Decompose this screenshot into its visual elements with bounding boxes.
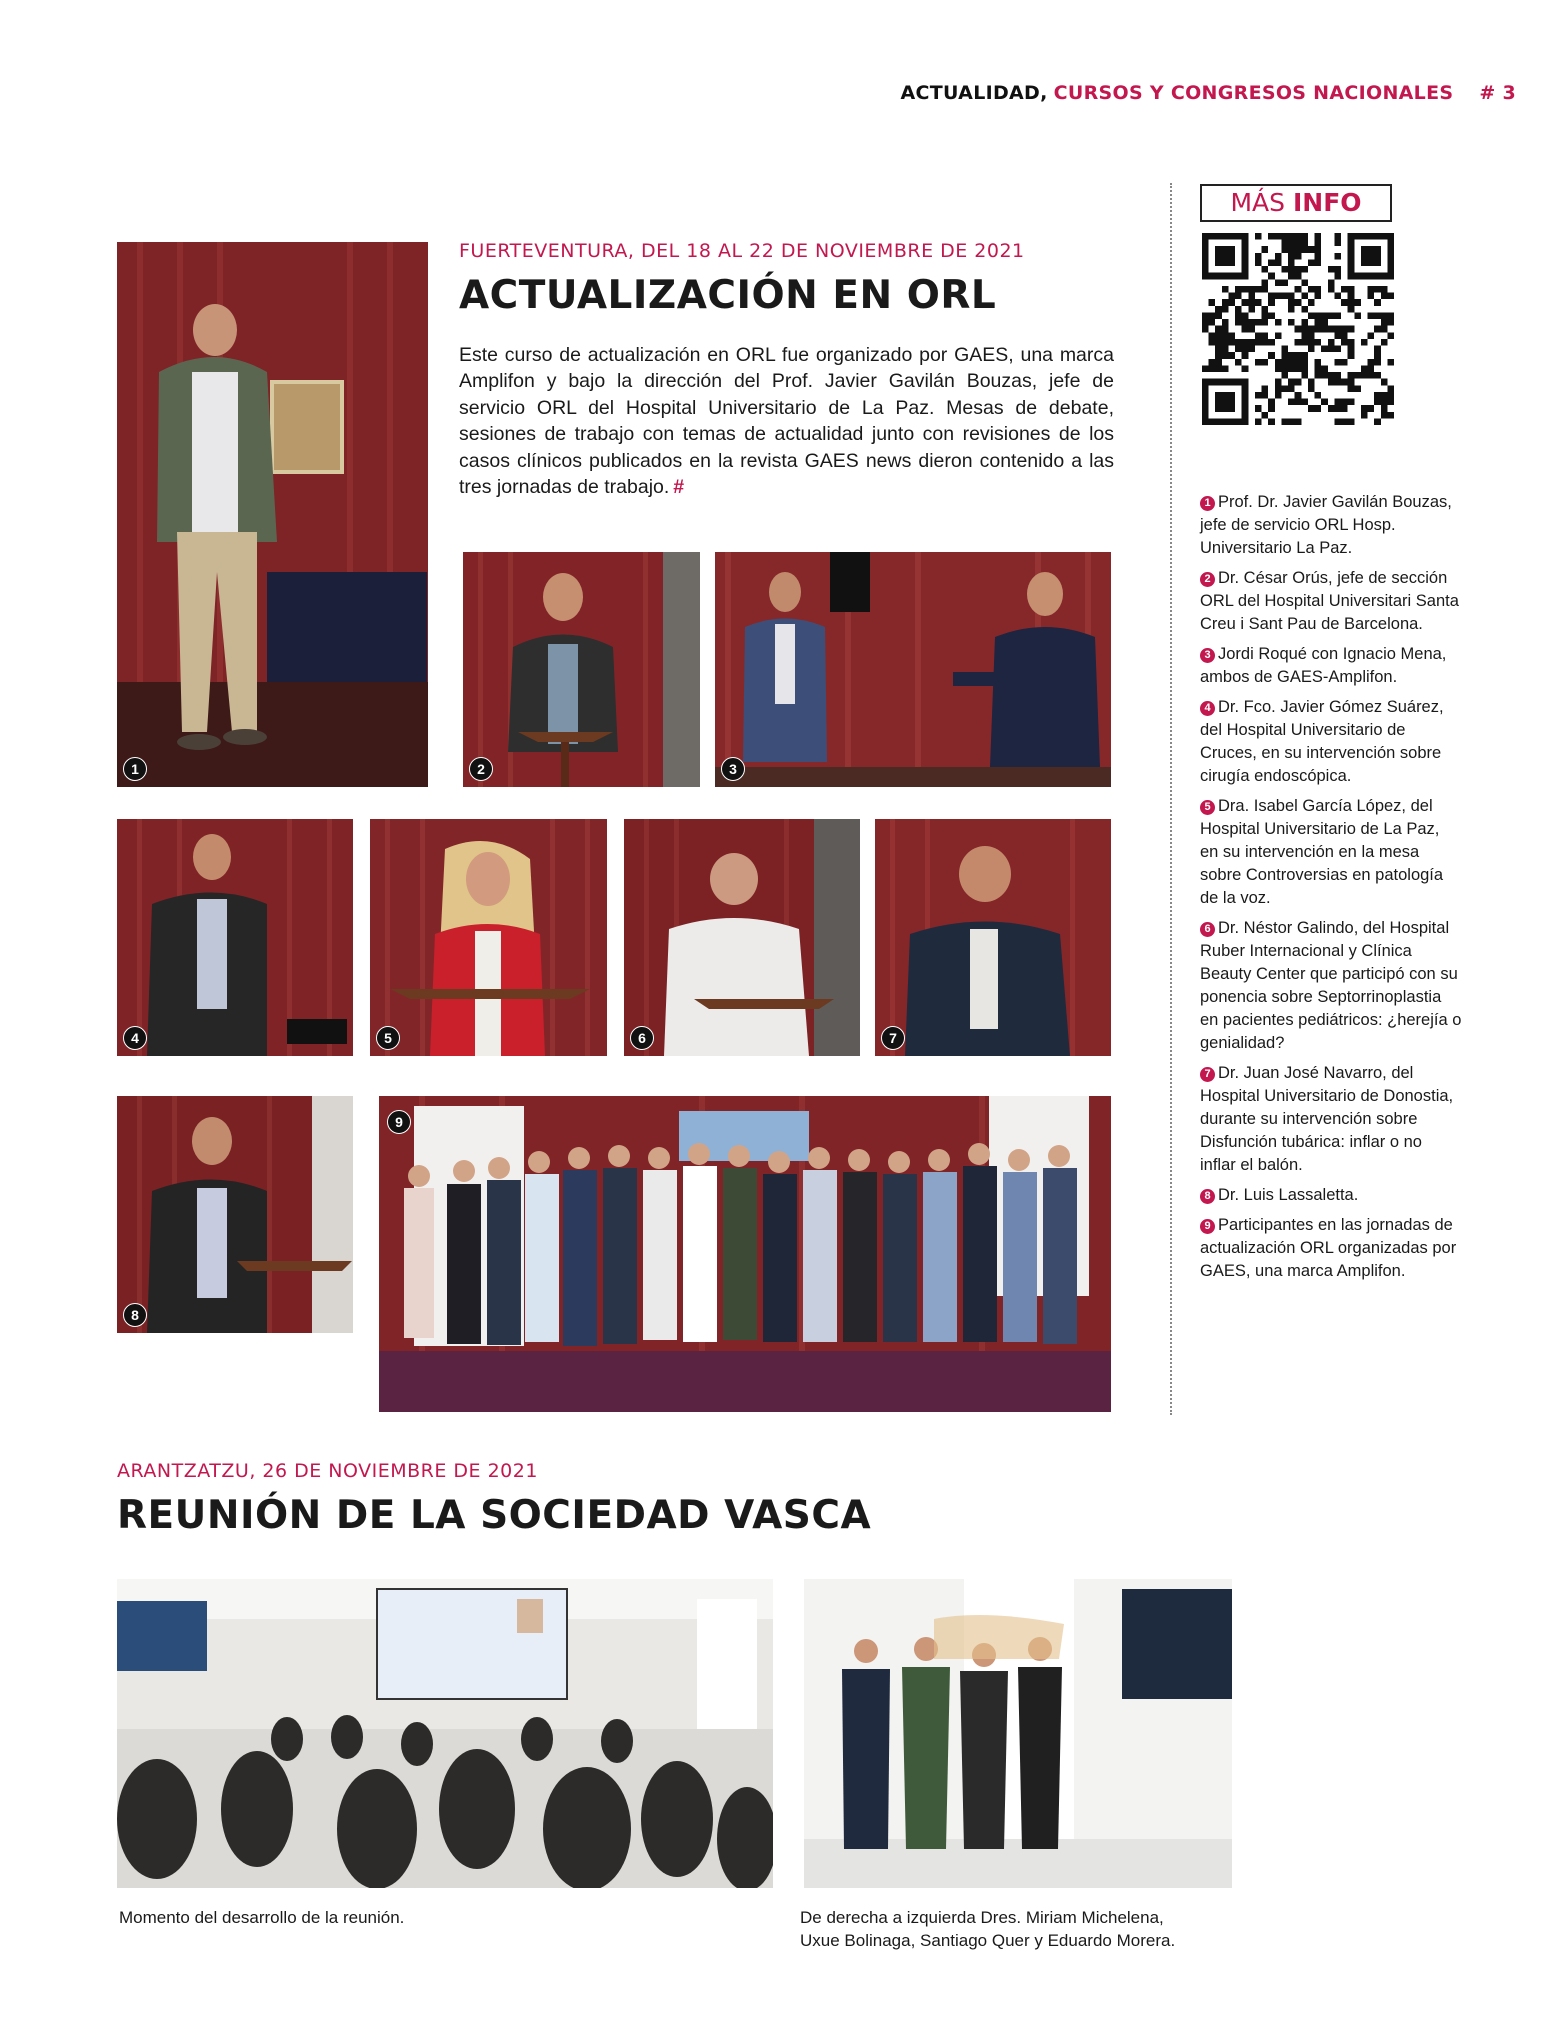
photo-captions-list [1200,491,1462,1290]
caption-item [1200,643,1462,689]
caption-text: Jordi Roqué con Ignacio Mena, ambos de GAES-Amplifon. [1200,645,1447,686]
photo-3-speakers [715,552,1111,787]
caption-text: Participantes en las jornadas de actualización ORL organizadas por GAES, una marca Amplifon. [1200,1216,1457,1280]
caption-item [1200,491,1462,560]
photo-caption-right-line1: De derecha a izquierda Dres. Miriam Michelena, [800,1908,1164,1927]
caption-item [1200,917,1462,1055]
photo-number-badge: 1 [123,757,147,781]
caption-item [1200,795,1462,910]
caption-number: 2 [1200,572,1215,587]
caption-item [1200,1062,1462,1177]
caption-number: 1 [1200,496,1215,511]
caption-number: 7 [1200,1067,1215,1082]
photo-number-badge: 3 [721,757,745,781]
photo-number-badge: 9 [387,1110,411,1134]
photo-four-doctors [804,1579,1232,1888]
caption-item [1200,1184,1462,1207]
caption-number: 8 [1200,1189,1215,1204]
qr-code[interactable] [1202,233,1394,425]
photo-5-speaker [370,819,607,1056]
article1-title: ACTUALIZACIÓN EN ORL [459,273,997,318]
photo-meeting-room [117,1579,773,1888]
caption-text: Dr. Néstor Galindo, del Hospital Ruber Internacional y Clínica Beauty Center que participó con su ponencia sobre Septorrinoplastia en pacientes pediátricos: ¿herejía o genialidad? [1200,919,1462,1052]
caption-number: 9 [1200,1219,1215,1234]
sidebar-divider [1170,183,1172,1415]
photo-number-badge: 4 [123,1026,147,1050]
page-header [0,82,1516,104]
photo-number-badge: 5 [376,1026,400,1050]
photo-1-speaker [117,242,428,787]
photo-7-speaker [875,819,1111,1056]
photo-9-group [379,1096,1111,1412]
caption-text: Dr. Juan José Navarro, del Hospital Universitario de Donostia, durante su intervención sobre Disfunción tubárica: inflar o no inflar el balón. [1200,1064,1454,1174]
caption-number: 4 [1200,701,1215,716]
caption-item [1200,696,1462,788]
more-info-box [1200,184,1392,222]
end-mark: # [673,476,685,499]
caption-text: Dr. Fco. Javier Gómez Suárez, del Hospital Universitario de Cruces, en su intervención sobre cirugía endoscópica. [1200,698,1444,785]
caption-text: Dr. César Orús, jefe de sección ORL del Hospital Universitari Santa Creu i Sant Pau de Barcelona. [1200,569,1459,633]
caption-item [1200,567,1462,636]
photo-caption-right-line2: Uxue Bolinaga, Santiago Quer y Eduardo Morera. [800,1931,1176,1950]
article1-body-text: Este curso de actualización en ORL fue organizado por GAES, una marca Amplifon y bajo la dirección del Prof. Javier Gavilán Bouzas, jefe de servicio ORL del Hospital Universitario de La Paz. Mesas de debate, sesiones de trabajo con temas de actualidad junto con revisiones de los casos clínicos publicados en la revista GAES news dieron contenido a las tres jornadas de trabajo. [459,344,1114,499]
page-number: # 3 [1479,82,1516,104]
photo-8-speaker [117,1096,353,1333]
article2-date: ARANTZATZU, 26 DE NOVIEMBRE DE 2021 [117,1460,538,1482]
header-section: ACTUALIDAD, [900,82,1048,104]
photo-caption-left: Momento del desarrollo de la reunión. [119,1908,405,1927]
caption-text: Dra. Isabel García López, del Hospital Universitario de La Paz, en su intervención en la mesa sobre Controversias en patología de la voz. [1200,797,1444,907]
photo-6-speaker [624,819,860,1056]
caption-text: Prof. Dr. Javier Gavilán Bouzas, jefe de servicio ORL Hosp. Universitario La Paz. [1200,493,1452,557]
photo-4-speaker [117,819,353,1056]
header-subsection: CURSOS Y CONGRESOS NACIONALES [1053,82,1454,104]
caption-text: Dr. Luis Lassaletta. [1218,1186,1359,1204]
caption-number: 3 [1200,648,1215,663]
article1-body [459,342,1114,500]
caption-number: 6 [1200,922,1215,937]
photo-number-badge: 8 [123,1303,147,1327]
photo-number-badge: 6 [630,1026,654,1050]
photo-number-badge: 7 [881,1026,905,1050]
photo-number-badge: 2 [469,757,493,781]
article1-date: FUERTEVENTURA, DEL 18 AL 22 DE NOVIEMBRE DE 2021 [459,240,1025,262]
article2-title: REUNIÓN DE LA SOCIEDAD VASCA [117,1493,872,1538]
photo-2-speaker [463,552,700,787]
more-info-label: MÁS [1230,188,1286,217]
caption-item [1200,1214,1462,1283]
more-info-label-bold: INFO [1292,188,1362,217]
caption-number: 5 [1200,800,1215,815]
